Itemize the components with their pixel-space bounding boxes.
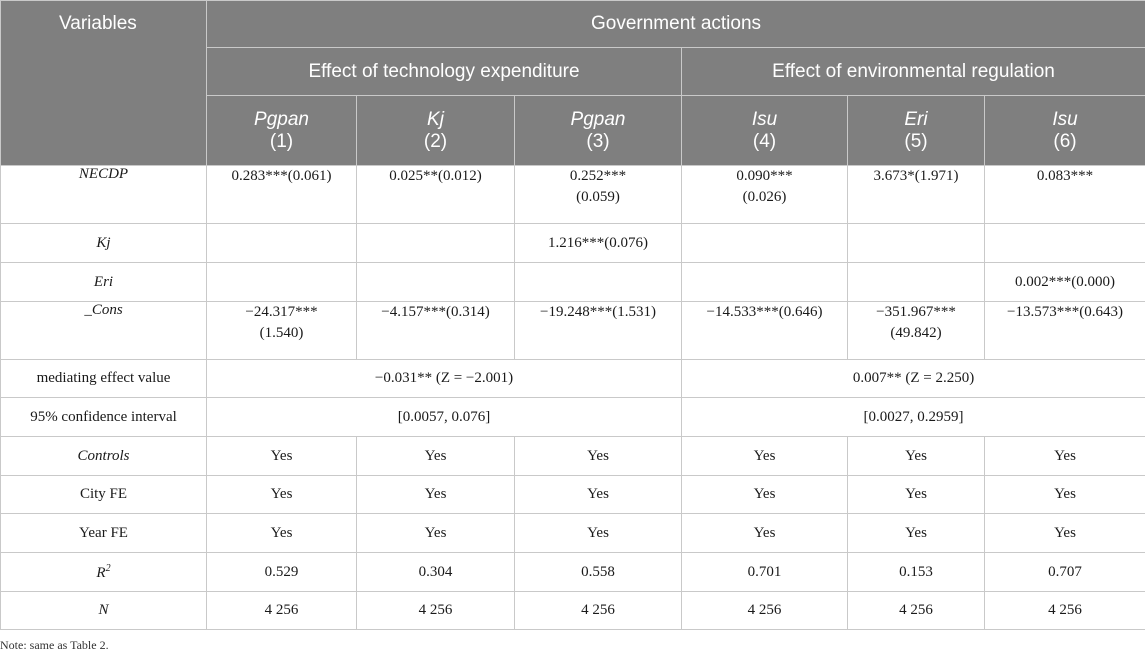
group-header: Government actions [207,1,1145,48]
table-row-city-fe [1,476,1145,514]
table-cell: Yes [682,437,848,476]
table-cell [357,224,515,263]
model-header-2: Kj (2) [357,96,515,166]
table-cell [357,263,515,302]
table-cell: 4 256 [515,592,682,630]
table-cell: [0.0027, 0.2959] [682,398,1145,437]
table-cell [207,224,357,263]
table-cell: −14.533***(0.646) [682,302,848,360]
table-cell: [0.0057, 0.076] [207,398,682,437]
table-cell: Yes [357,476,515,514]
table-cell: Yes [985,437,1145,476]
table-row-mediating [1,360,1145,398]
table-cell: 0.002***(0.000) [985,263,1145,302]
table-row-eri [1,263,1145,302]
table-cell [682,263,848,302]
table-row-n [1,592,1145,630]
table-cell: 3.673*(1.971) [848,166,985,224]
table-cell [515,263,682,302]
table-cell: −351.967*** (49.842) [848,302,985,360]
table-cell: 4 256 [682,592,848,630]
model-header-3: Pgpan (3) [515,96,682,166]
table-cell: Yes [848,514,985,553]
table-cell: 0.252*** (0.059) [515,166,682,224]
table-cell: Yes [682,514,848,553]
table-cell [207,263,357,302]
table-cell: 0.707 [985,553,1145,592]
row-label: Eri [1,263,207,302]
table-row-cons [1,302,1145,360]
table-cell: Yes [682,476,848,514]
table-cell: −13.573***(0.643) [985,302,1145,360]
table-cell: Yes [848,437,985,476]
table-cell: Yes [985,514,1145,553]
table-cell: Yes [207,437,357,476]
table-cell: Yes [207,514,357,553]
table-cell: −24.317*** (1.540) [207,302,357,360]
table-cell: −4.157***(0.314) [357,302,515,360]
row-label: City FE [1,476,207,514]
row-label: Year FE [1,514,207,553]
table-cell: 4 256 [357,592,515,630]
table-cell: 0.304 [357,553,515,592]
model-header-6: Isu (6) [985,96,1145,166]
model-header-5: Eri (5) [848,96,985,166]
variables-header: Variables [1,1,207,166]
table-cell: Yes [357,514,515,553]
table-cell: Yes [357,437,515,476]
table-row-controls [1,437,1145,476]
table-cell [848,224,985,263]
row-label: _Cons [1,302,207,360]
table-row-r2 [1,553,1145,592]
row-label: NECDP [1,166,207,224]
table-cell: Yes [515,476,682,514]
table-cell: 0.083*** [985,166,1145,224]
model-header-4: Isu (4) [682,96,848,166]
table-cell [985,224,1145,263]
table-cell: 0.529 [207,553,357,592]
table-cell [848,263,985,302]
table-cell: 0.558 [515,553,682,592]
table-row-ci [1,398,1145,437]
table-cell: 0.090*** (0.026) [682,166,848,224]
table-note: Note: same as Table 2. [0,638,109,652]
table-cell: 4 256 [207,592,357,630]
table-row-year-fe [1,514,1145,553]
row-label: $R^2$ [1,553,207,592]
row-label: Kj [1,224,207,263]
model-header-1: Pgpan (1) [207,96,357,166]
row-label: Controls [1,437,207,476]
table-cell [682,224,848,263]
table-cell: Yes [515,514,682,553]
row-label: N [1,592,207,630]
table-cell: Yes [985,476,1145,514]
table-row-kj [1,224,1145,263]
table-cell: Yes [848,476,985,514]
table-cell: Yes [515,437,682,476]
table-cell: 4 256 [848,592,985,630]
row-label: mediating effect value [1,360,207,398]
table-cell: 0.701 [682,553,848,592]
table-cell: −0.031** (Z = −2.001) [207,360,682,398]
table-cell: −19.248***(1.531) [515,302,682,360]
table-cell: 0.153 [848,553,985,592]
table-cell: 0.007** (Z = 2.250) [682,360,1145,398]
table-cell: 4 256 [985,592,1145,630]
table-cell: Yes [207,476,357,514]
row-label: 95% confidence interval [1,398,207,437]
subgroup-header-environment: Effect of environmental regulation [682,48,1145,96]
subgroup-header-technology: Effect of technology expenditure [207,48,682,96]
table-cell: 0.283***(0.061) [207,166,357,224]
table-cell: 0.025**(0.012) [357,166,515,224]
table-cell: 1.216***(0.076) [515,224,682,263]
table-row-necdp [1,166,1145,224]
